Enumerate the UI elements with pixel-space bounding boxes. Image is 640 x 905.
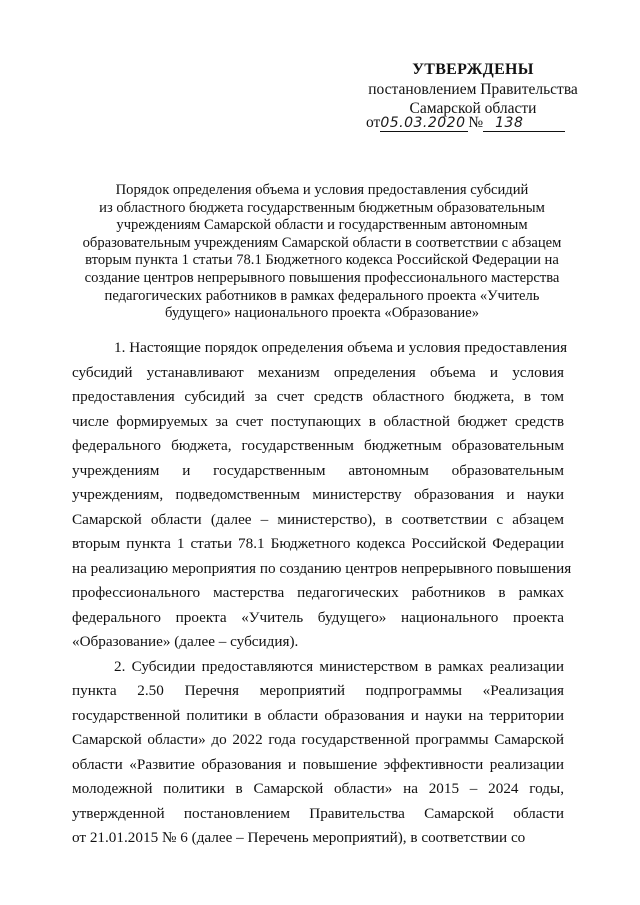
text-line: от 21.01.2015 № 6 (далее – Перечень мероприятий), в соответствии со bbox=[72, 829, 526, 846]
document-title bbox=[72, 182, 572, 323]
text-line: профессионального мастерства педагогических работников в рамках bbox=[72, 584, 564, 601]
date-prefix: от bbox=[366, 114, 381, 131]
date-field bbox=[380, 115, 468, 132]
text-line: федерального бюджета, государственным бюджетным образовательным bbox=[72, 437, 564, 454]
text-line: вторым пункта 1 статьи 78.1 Бюджетного кодекса Российской Федерации bbox=[72, 535, 564, 552]
text-line: пункта 2.50 Перечня мероприятий подпрограммы «Реализация bbox=[72, 682, 564, 699]
text-line: «Образование» (далее – субсидия). bbox=[72, 633, 299, 650]
paragraph-2 bbox=[72, 655, 564, 851]
approval-block bbox=[330, 60, 580, 119]
approval-region: Самарской области bbox=[409, 100, 537, 117]
approval-authority: постановлением Правительства bbox=[368, 80, 578, 98]
title-line: образовательным учреждениям Самарской области в соответствии с абзацем bbox=[82, 234, 562, 251]
title-line: учреждениям Самарской области и государственным автономным bbox=[116, 217, 528, 234]
text-line: числе формируемых за счет поступающих в областной бюджет средств bbox=[72, 412, 564, 430]
document-body bbox=[72, 336, 572, 851]
title-line: вторым пункта 1 статьи 78.1 Бюджетного кодекса Российской Федерации на bbox=[85, 252, 559, 269]
title-line: будущего» национального проекта «Образование» bbox=[165, 305, 479, 322]
text-line: учреждениям и государственным автономным образовательным bbox=[72, 461, 564, 479]
number-prefix: № bbox=[468, 114, 484, 131]
text-line: утвержденной постановлением Правительства Самарской области bbox=[72, 804, 564, 822]
handwritten-number: 138 bbox=[495, 115, 524, 131]
handwritten-date: 05.03.2020 bbox=[380, 115, 466, 131]
text-line: молодежной политики в Самарской области» на 2015 – 2024 годы, bbox=[72, 780, 564, 797]
text-line: области «Развитие образования и повышение эффективности реализации bbox=[72, 755, 564, 773]
approval-date-line bbox=[366, 114, 565, 132]
title-line: из областного бюджета государственным бюджетным образовательным bbox=[99, 199, 545, 216]
number-field bbox=[483, 115, 565, 132]
text-line: федерального проекта «Учитель будущего» национального проекта bbox=[72, 608, 564, 626]
text-line: предоставления субсидий за счет средств областного бюджета, в том bbox=[72, 388, 564, 405]
text-line: 2. Субсидии предоставляются министерством в рамках реализации bbox=[114, 657, 564, 675]
text-line: 1. Настоящие порядок определения объема и условия предоставления bbox=[114, 339, 568, 356]
title-line: педагогических работников в рамках федерального проекта «Учитель bbox=[104, 287, 540, 304]
text-line: государственной политики в области образования и науки на территории bbox=[72, 706, 564, 724]
title-line: Порядок определения объема и условия предоставления субсидий bbox=[115, 182, 529, 198]
text-line: субсидий устанавливают механизм определения объема и условия bbox=[72, 363, 564, 381]
text-line: Самарской области (далее – министерство), в соответствии с абзацем bbox=[72, 510, 564, 528]
text-line: на реализацию мероприятия по созданию центров непрерывного повышения bbox=[72, 559, 572, 577]
approval-heading: УТВЕРЖДЕНЫ bbox=[412, 61, 534, 78]
text-line: Самарской области» до 2022 года государственной программы Самарской bbox=[72, 731, 564, 748]
paragraph-1 bbox=[72, 336, 572, 655]
text-line: учреждениям, подведомственным министерству образования и науки bbox=[72, 486, 564, 503]
title-line: создание центров непрерывного повышения профессионального мастерства bbox=[84, 269, 560, 286]
